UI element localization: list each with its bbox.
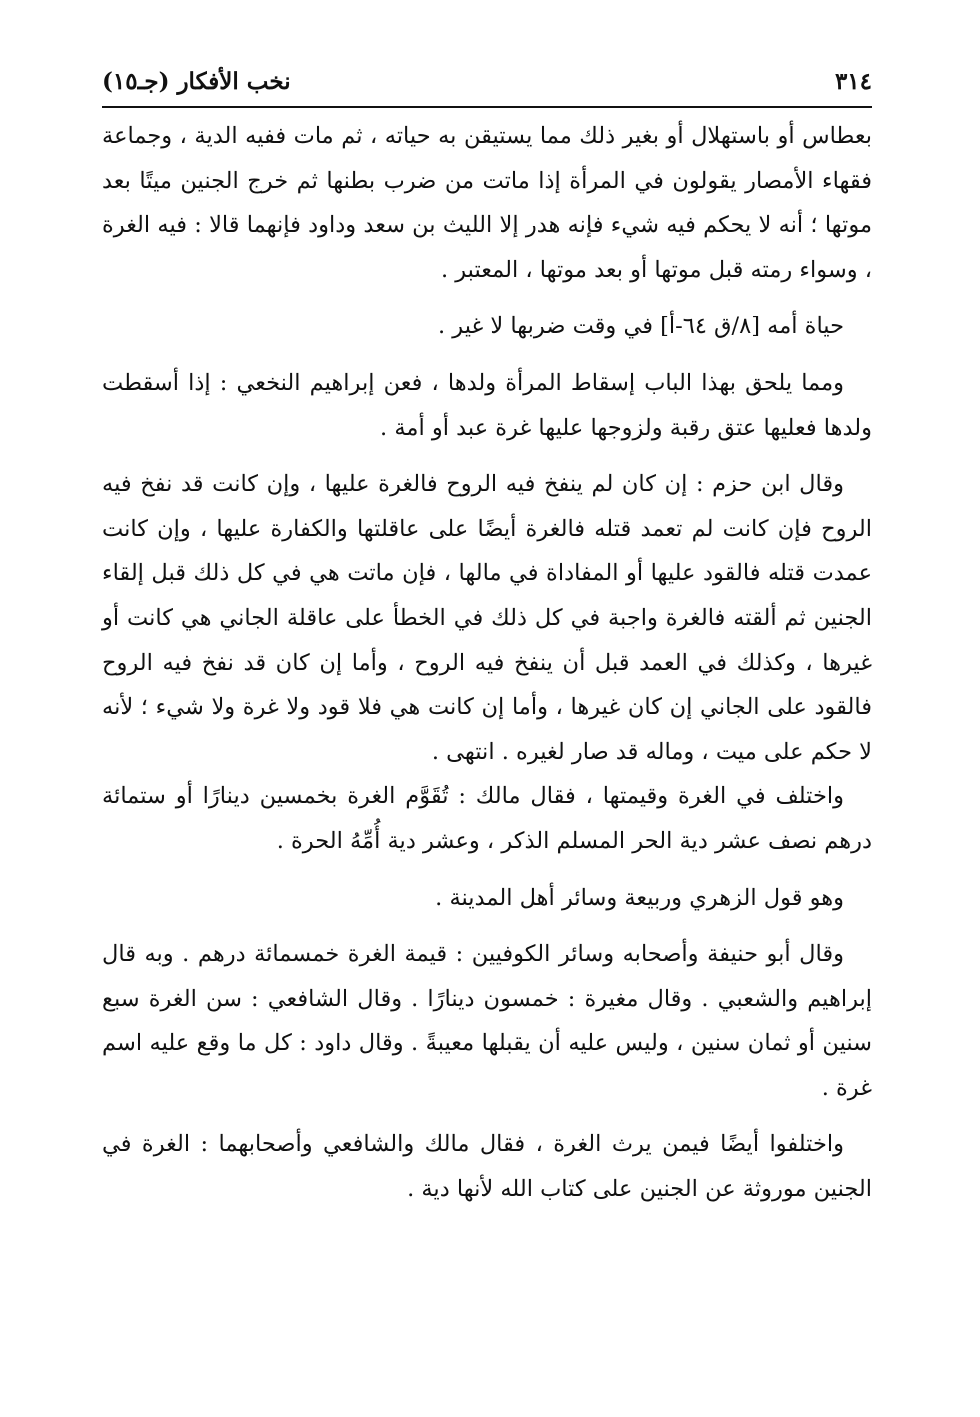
paragraph: وقال أبو حنيفة وأصحابه وسائر الكوفيين : قيمة الغرة خمسمائة درهم . وبه قال إبراهيم والشعبي . وقال مغيرة : خمسون دينارًا . وقال الشافعي : سن الغرة سبع سنين أو ثمان سنين ، وليس عليه أن يقبلها معيبةً . وقال داود : كل ما وقع عليه اسم غرة . — [102, 941, 872, 1101]
book-page — [102, 60, 872, 1212]
book-title: نخب الأفكار (جـ١٥) — [102, 68, 291, 95]
page-number: ٣١٤ — [834, 68, 872, 95]
header-divider — [102, 106, 872, 108]
paragraph: وقال ابن حزم : إن كان لم ينفخ فيه الروح فالغرة عليها ، وإن كانت قد نفخ فيه الروح فإن كانت لم تعمد قتله فالغرة أيضًا على عاقلتها والكفارة عليها ، وإن كانت عمدت قتله فالقود عليها أو المفاداة في مالها ، فإن ماتت هي في كل ذلك قبل إلقاء الجنين ثم ألقته فالغرة واجبة في كل ذلك في الخطأ على عاقلة الجاني هي كانت أو غيرها ، وكذلك في العمد قبل أن ينفخ فيه الروح ، وأما إن كان قد نفخ فيه الروح فالقود على الجاني إن كان غيرها ، وأما إن كانت هي فلا قود ولا غرة ولا شيء ؛ لأنه لا حكم على ميت ، وماله قد صار لغيره . انتهى . — [102, 471, 872, 765]
paragraph: ومما يلحق بهذا الباب إسقاط المرأة ولدها ، فعن إبراهيم النخعي : إذا أسقطت ولدها فعليها عتق رقبة ولزوجها عليها غرة عبد أو أمة . — [102, 369, 872, 441]
paragraph: وهو قول الزهري وربيعة وسائر أهل المدينة . — [435, 884, 844, 911]
running-header — [102, 60, 872, 104]
paragraph: واختلفوا أيضًا فيمن يرث الغرة ، فقال مالك والشافعي وأصحابهما : الغرة في الجنين موروثة عن الجنين على كتاب الله لأنها دية . — [102, 1131, 872, 1203]
paragraph: حياة أمه [٨/ق ٦٤-أ] في وقت ضربها لا غير . — [438, 313, 844, 340]
paragraph: واختلف في الغرة وقيمتها ، فقال مالك : تُقَوَّم الغرة بخمسين دينارًا أو ستمائة درهم نصف عشر دية الحر المسلم الذكر ، وعشر دية أُمِّهُ الحرة . — [102, 783, 872, 854]
paragraph: بعطاس أو باستهلال أو بغير ذلك مما يستيقن به حياته ، ثم مات ففيه الدية ، وجماعة فقهاء الأمصار يقولون في المرأة إذا ماتت من ضرب بطنها ثم خرج الجنين ميتًا بعد موتها ؛ أنه لا يحكم فيه شيء فإنه هدر إلا الليث بن سعد وداود فإنهما قالا : فيه الغرة ، وسواء رمته قبل موتها أو بعد موتها ، المعتبر . — [102, 123, 872, 283]
